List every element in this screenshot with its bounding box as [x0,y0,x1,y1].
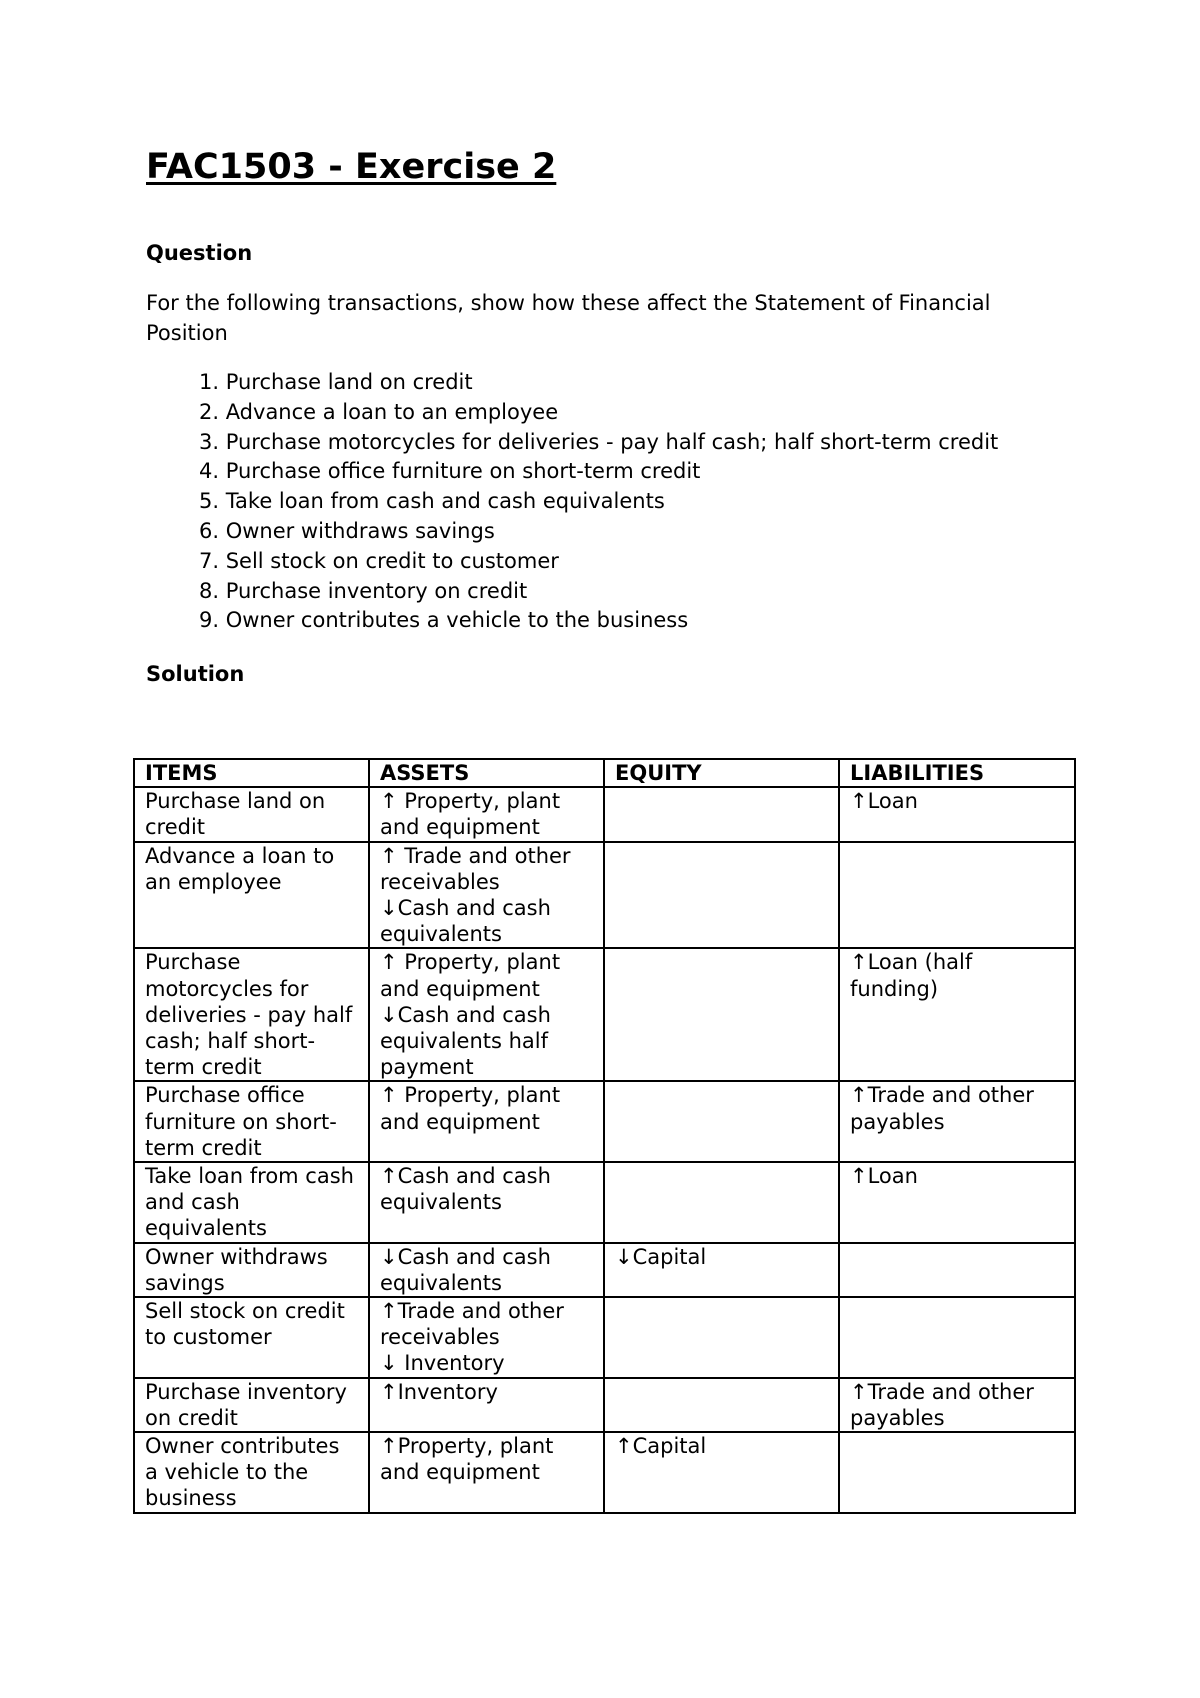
list-item-number: 1. [198,370,219,394]
document-title: FAC1503 - Exercise 2 [146,147,557,187]
list-item-number: 3. [198,429,219,454]
cell-equity [604,1081,839,1162]
cell-entry: ↑Trade and other payables [850,1083,1034,1134]
cell-liabilities [839,1432,1075,1513]
cell-liabilities [839,1081,1075,1162]
cell-liabilities [839,1297,1075,1378]
cell-equity [604,948,839,1081]
header-equity: EQUITY [604,759,839,787]
table-row [134,787,1075,841]
cell-assets [369,1297,604,1378]
list-item-text: Purchase office furniture on short-term credit [225,459,701,484]
list-item [146,517,998,547]
cell-entry: ↓Capital [615,1244,707,1269]
cell-entry: ↑Loan [850,1164,918,1189]
cell-assets [369,1432,604,1513]
cell-item: Take loan from cash and cash equivalents [134,1162,369,1243]
question-heading: Question [146,241,253,265]
cell-entry: ↑Trade and other payables [850,1379,1034,1430]
cell-equity [604,842,839,949]
header-liabilities: LIABILITIES [839,759,1075,787]
cell-liabilities [839,1162,1075,1243]
cell-equity [604,1378,839,1432]
list-item-number: 5. [198,489,219,514]
table-row [134,1162,1075,1243]
list-item-text: Owner contributes a vehicle to the business [225,608,689,633]
list-item-number: 9. [198,608,219,633]
cell-liabilities [839,1378,1075,1432]
cell-equity [604,1297,839,1378]
solution-heading: Solution [146,662,245,686]
cell-entry: ↓Cash and cash equivalents half payment [380,1002,551,1080]
cell-equity [604,1243,839,1297]
list-item-number: 8. [198,578,219,603]
cell-equity [604,1162,839,1243]
header-assets: ASSETS [369,759,604,787]
list-item-number: 7. [198,548,219,573]
cell-equity [604,1432,839,1513]
cell-assets [369,842,604,949]
list-item-text: Take loan from cash and cash equivalents [225,489,665,514]
cell-assets [369,948,604,1081]
cell-assets [369,1378,604,1432]
cell-item: Purchase office furniture on short-term credit [134,1081,369,1162]
cell-equity [604,787,839,841]
list-item [146,487,998,517]
list-item-text: Owner withdraws savings [225,518,495,543]
cell-entry: ↑Inventory [380,1379,498,1404]
table-row [134,1297,1075,1378]
list-item [146,398,998,428]
solution-table [133,758,1076,1514]
list-item [146,547,998,577]
cell-entry: ↑ Property, plant and equipment [380,1083,561,1134]
cell-item: Purchase motorcycles for deliveries - pay half cash; half short-term credit [134,948,369,1081]
cell-liabilities [839,1243,1075,1297]
solution-table-body [134,787,1075,1512]
list-item-number: 2. [198,399,219,424]
cell-liabilities [839,787,1075,841]
cell-entry: ↑ Property, plant and equipment [380,950,561,1001]
cell-liabilities [839,948,1075,1081]
cell-assets [369,1081,604,1162]
cell-assets [369,1243,604,1297]
table-header-row [134,759,1075,787]
list-item-text: Purchase motorcycles for deliveries - pay half cash; half short-term credit [225,429,999,454]
list-item-number: 4. [198,459,219,484]
cell-entry: ↑Loan [850,789,918,814]
cell-item: Advance a loan to an employee [134,842,369,949]
table-row [134,1432,1075,1513]
cell-item: Purchase land on credit [134,787,369,841]
cell-entry: ↓ Inventory [380,1351,505,1376]
cell-item: Purchase inventory on credit [134,1378,369,1432]
cell-assets [369,1162,604,1243]
table-row [134,1243,1075,1297]
cell-item: Owner withdraws savings [134,1243,369,1297]
question-intro: For the following transactions, show how these affect the Statement of Financial Position [146,291,991,345]
list-item-text: Advance a loan to an employee [225,399,559,424]
list-item-text: Purchase inventory on credit [225,578,528,603]
list-item-text: Sell stock on credit to customer [225,548,559,573]
cell-entry: ↓Cash and cash equivalents [380,896,551,947]
cell-assets [369,787,604,841]
cell-item: Sell stock on credit to customer [134,1297,369,1378]
list-item-text: Purchase land on credit [225,370,473,394]
list-item [146,606,998,636]
cell-liabilities [839,842,1075,949]
cell-entry: ↑ Property, plant and equipment [380,789,561,840]
table-row [134,1378,1075,1432]
list-item [146,428,998,458]
cell-entry: ↑ Trade and other receivables [380,843,571,894]
cell-entry: ↑Trade and other receivables [380,1299,564,1350]
list-item-number: 6. [198,518,219,543]
cell-entry: ↑Cash and cash equivalents [380,1164,551,1215]
transaction-list [146,368,998,636]
cell-entry: ↑Capital [615,1434,707,1459]
list-item [146,577,998,607]
table-row [134,948,1075,1081]
cell-item: Owner contributes a vehicle to the business [134,1432,369,1513]
table-row [134,842,1075,949]
header-items: ITEMS [134,759,369,787]
list-item [146,368,998,398]
cell-entry: ↑Loan (half funding) [850,950,973,1001]
list-item [146,457,998,487]
cell-entry: ↓Cash and cash equivalents [380,1244,551,1295]
cell-entry: ↑Property, plant and equipment [380,1434,554,1485]
table-row [134,1081,1075,1162]
